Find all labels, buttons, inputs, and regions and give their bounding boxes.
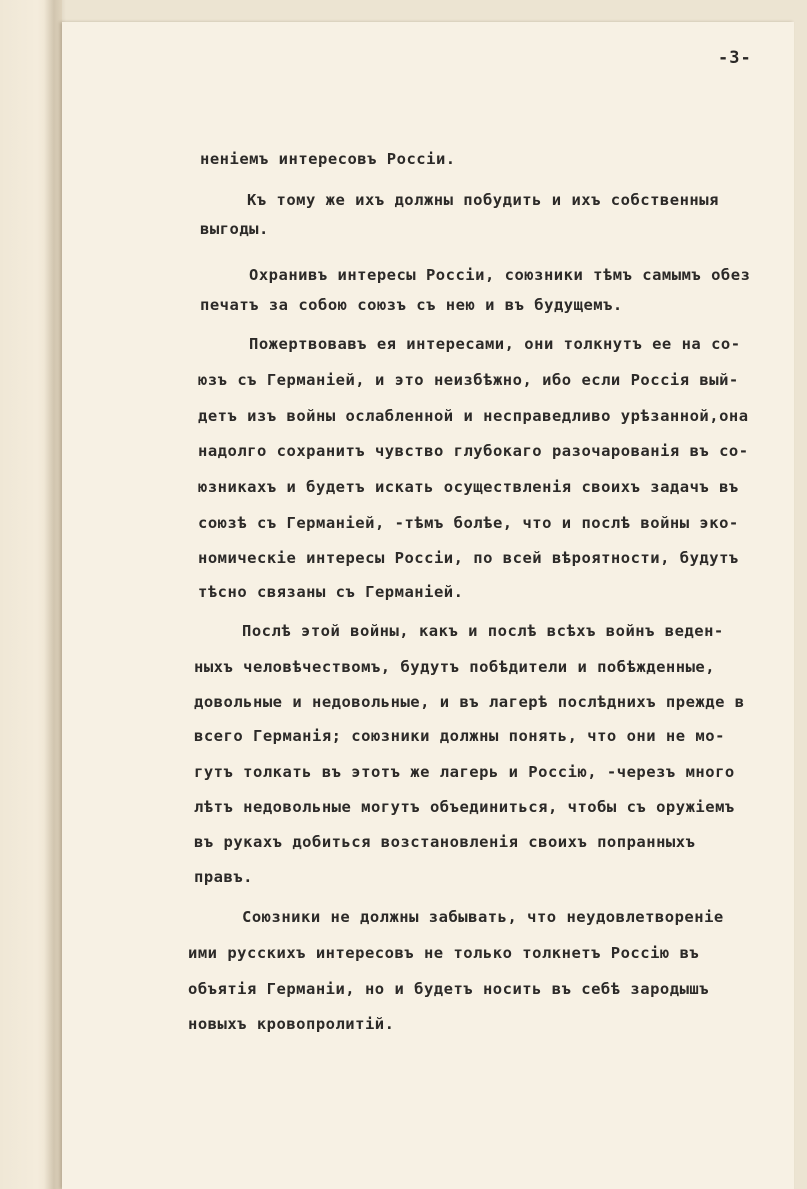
text-line: ими русскихъ интересовъ не только толкнетъ Россію въ xyxy=(188,944,700,962)
text-line: ныхъ человѣчествомъ, будутъ побѣдители и побѣжденные, xyxy=(194,658,716,676)
text-line: лѣтъ недовольные могутъ объединиться, чтобы съ оружіемъ xyxy=(194,798,735,816)
text-line: Къ тому же ихъ должны побудить и ихъ собственныя xyxy=(247,191,719,209)
text-line: юзъ съ Германіей, и это неизбѣжно, ибо если Россія вый- xyxy=(198,371,739,389)
text-line: Охранивъ интересы Россіи, союзники тѣмъ самымъ обез xyxy=(249,266,751,284)
text-line: Пожертвовавъ ея интересами, они толкнутъ ее на со- xyxy=(249,335,741,353)
text-line: довольные и недовольные, и въ лагерѣ послѣднихъ прежде в xyxy=(194,693,745,711)
text-line: Союзники не должны забывать, что неудовлетвореніе xyxy=(242,908,724,926)
text-line: выгоды. xyxy=(200,220,269,238)
text-line: объятія Германіи, но и будетъ носить въ себѣ зародышъ xyxy=(188,980,710,998)
text-line: детъ изъ войны ослабленной и несправедливо урѣзанной,она xyxy=(198,407,749,425)
text-line: гутъ толкать въ этотъ же лагерь и Россію, -черезъ много xyxy=(194,763,735,781)
text-line: номическіе интересы Россіи, по всей вѣроятности, будутъ xyxy=(198,549,739,567)
text-line: тѣсно связаны съ Германіей. xyxy=(198,583,464,601)
text-line: правъ. xyxy=(194,868,253,886)
text-line: новыхъ кровопролитій. xyxy=(188,1015,395,1033)
text-line: печатъ за собою союзъ съ нею и въ будущемъ. xyxy=(200,296,623,314)
text-line: юзникахъ и будетъ искать осуществленія своихъ задачъ въ xyxy=(198,478,739,496)
text-line: всего Германія; союзники должны понять, что они не мо- xyxy=(194,727,725,745)
text-line: союзѣ съ Германіей, -тѣмъ болѣе, что и послѣ войны эко- xyxy=(198,514,739,532)
text-line: неніемъ интересовъ Россіи. xyxy=(200,150,456,168)
text-line: въ рукахъ добиться возстановленія своихъ попранныхъ xyxy=(194,833,696,851)
page-number: -3- xyxy=(718,48,752,68)
text-line: надолго сохранитъ чувство глубокаго разочарованія въ со- xyxy=(198,442,749,460)
text-line: Послѣ этой войны, какъ и послѣ всѣхъ войнъ веден- xyxy=(242,622,724,640)
document-page xyxy=(62,22,794,1189)
